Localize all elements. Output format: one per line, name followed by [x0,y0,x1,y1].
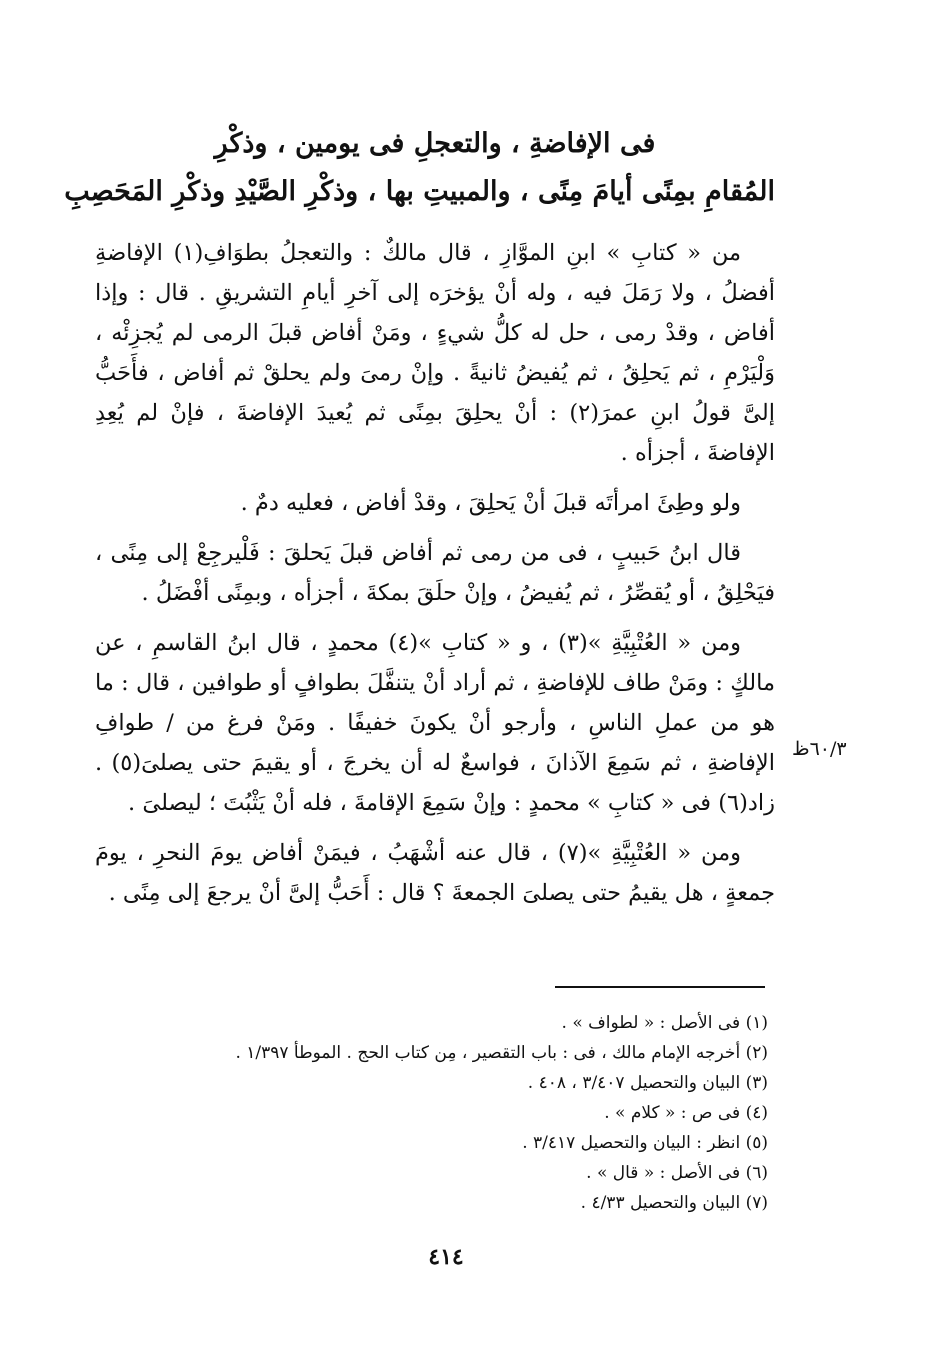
chapter-title-line-1: فى الإفاضةِ ، والتعجلِ فى يومين ، وذكْرِ [214,128,656,159]
paragraph: ومن « العُتْبِيَّةِ »(٧) ، قال عنه أشْهَبُ ، فيمَنْ أفاض يومَ النحرِ ، يومَ جمعةٍ ، هل يقيمُ حتى يصلىَ الجمعةَ ؟ قال : أَحَبُّ إلىَّ أنْ يرجعَ إلى مِنًى . [95,840,775,906]
paragraph: من « كتابِ » ابنِ الموَّازِ ، قال مالكٌ : والتعجلُ بطوَافِ(١) الإفاضةِ أفضلُ ، ولا رَمَلَ فيه ، وله أنْ يؤخرَه إلى آخرِ أيامِ التشريقِ . قال : وإذا أفاض ، وقدْ رمى ، حل له كلُّ شيءٍ ، ومَنْ أفاض قبلَ الرمى لم يُجزِئْه ، وَلْيَرْمِ ، ثم يَحلِقُ ، ثم يُفيضُ ثانيةً . وإنْ رمىَ ولم يحلقْ ثم أفاض ، فأَحَبُّ إلىَّ قولُ ابنِ عمرَ(٢) : أنْ يحلِقَ بمِنًى ثم يُعيدَ الإفاضةَ ، فإنْ لم يُعِدِ الإفاضةَ ، أجزأه . [95,240,776,466]
paragraph: ولو وطِئَ امرأتَه قبلَ أنْ يَحلِقَ ، وقدْ أفاض ، فعليه دمٌ . [240,490,741,516]
footnote-item: (٦) فى الأصل : « قال » . [586,1163,768,1183]
page-number: ٤١٤ [428,1244,464,1270]
footnote-divider [555,986,765,988]
paragraph: ومن « العُتْبِيَّةِ »(٣) ، و « كتابِ »(٤) محمدٍ ، قال ابنُ القاسمِ ، عن مالكٍ : ومَنْ طاف للإفاضةِ ، ثم أراد أنْ يتنفَّلَ بطوافٍ أو طوافين ، قال : ما هو من عملِ الناسِ ، وأرجو أنْ يكونَ خفيفًا . ومَنْ فرغ من / طوافِ الإفاضةِ ، ثم سَمِعَ الآذانَ ، فواسعٌ له أن يخرجَ ، أو يقيمَ حتى يصلىَ(٥) . زاد(٦) فى « كتابِ » محمدٍ : وإنْ سَمِعَ الإقامةَ ، فله أنْ يَثْبُتَ ؛ ليصلىَ . [95,630,775,816]
footnote-item: (٥) انظر : البيان والتحصيل ٣/٤١٧ . [522,1133,768,1153]
footnote-item: (١) فى الأصل : « لطواف » . [561,1013,768,1033]
footnote-item: (٣) البيان والتحصيل ٣/٤٠٧ ، ٤٠٨ . [527,1073,768,1093]
body-text [95,233,775,923]
manuscript-folio-marker: ٦٠/٣ظ [792,738,847,760]
paragraph: قال ابنُ حَبيبٍ ، فى من رمى ثم أفاض قبلَ يَحلقَ : فَلْيرجِعْ إلى مِنًى ، فيَحْلِقُ ، أو يُقصِّرُ ، ثم يُفيضُ ، وإنْ حلَقَ بمكةَ ، أجزأه ، وبمِنًى أفْضَلُ . [95,540,775,606]
footnotes [95,1008,768,1218]
footnote-item: (٢) أخرجه الإمام مالك ، فى : باب التقصير ، مِن كتاب الحج . الموطأ ١/٣٩٧ . [235,1043,768,1063]
chapter-title-line-2: المُقامِ بمِنًى أيامَ مِنًى ، والمبيتِ بها ، وذكْرِ الصَّيْدِ وذكْرِ المَحَصِبِ [64,176,775,207]
footnote-item: (٤) فى ص : « كلام » . [604,1103,768,1123]
footnote-item: (٧) البيان والتحصيل ٤/٣٣ . [580,1193,768,1213]
chapter-title [64,120,775,216]
